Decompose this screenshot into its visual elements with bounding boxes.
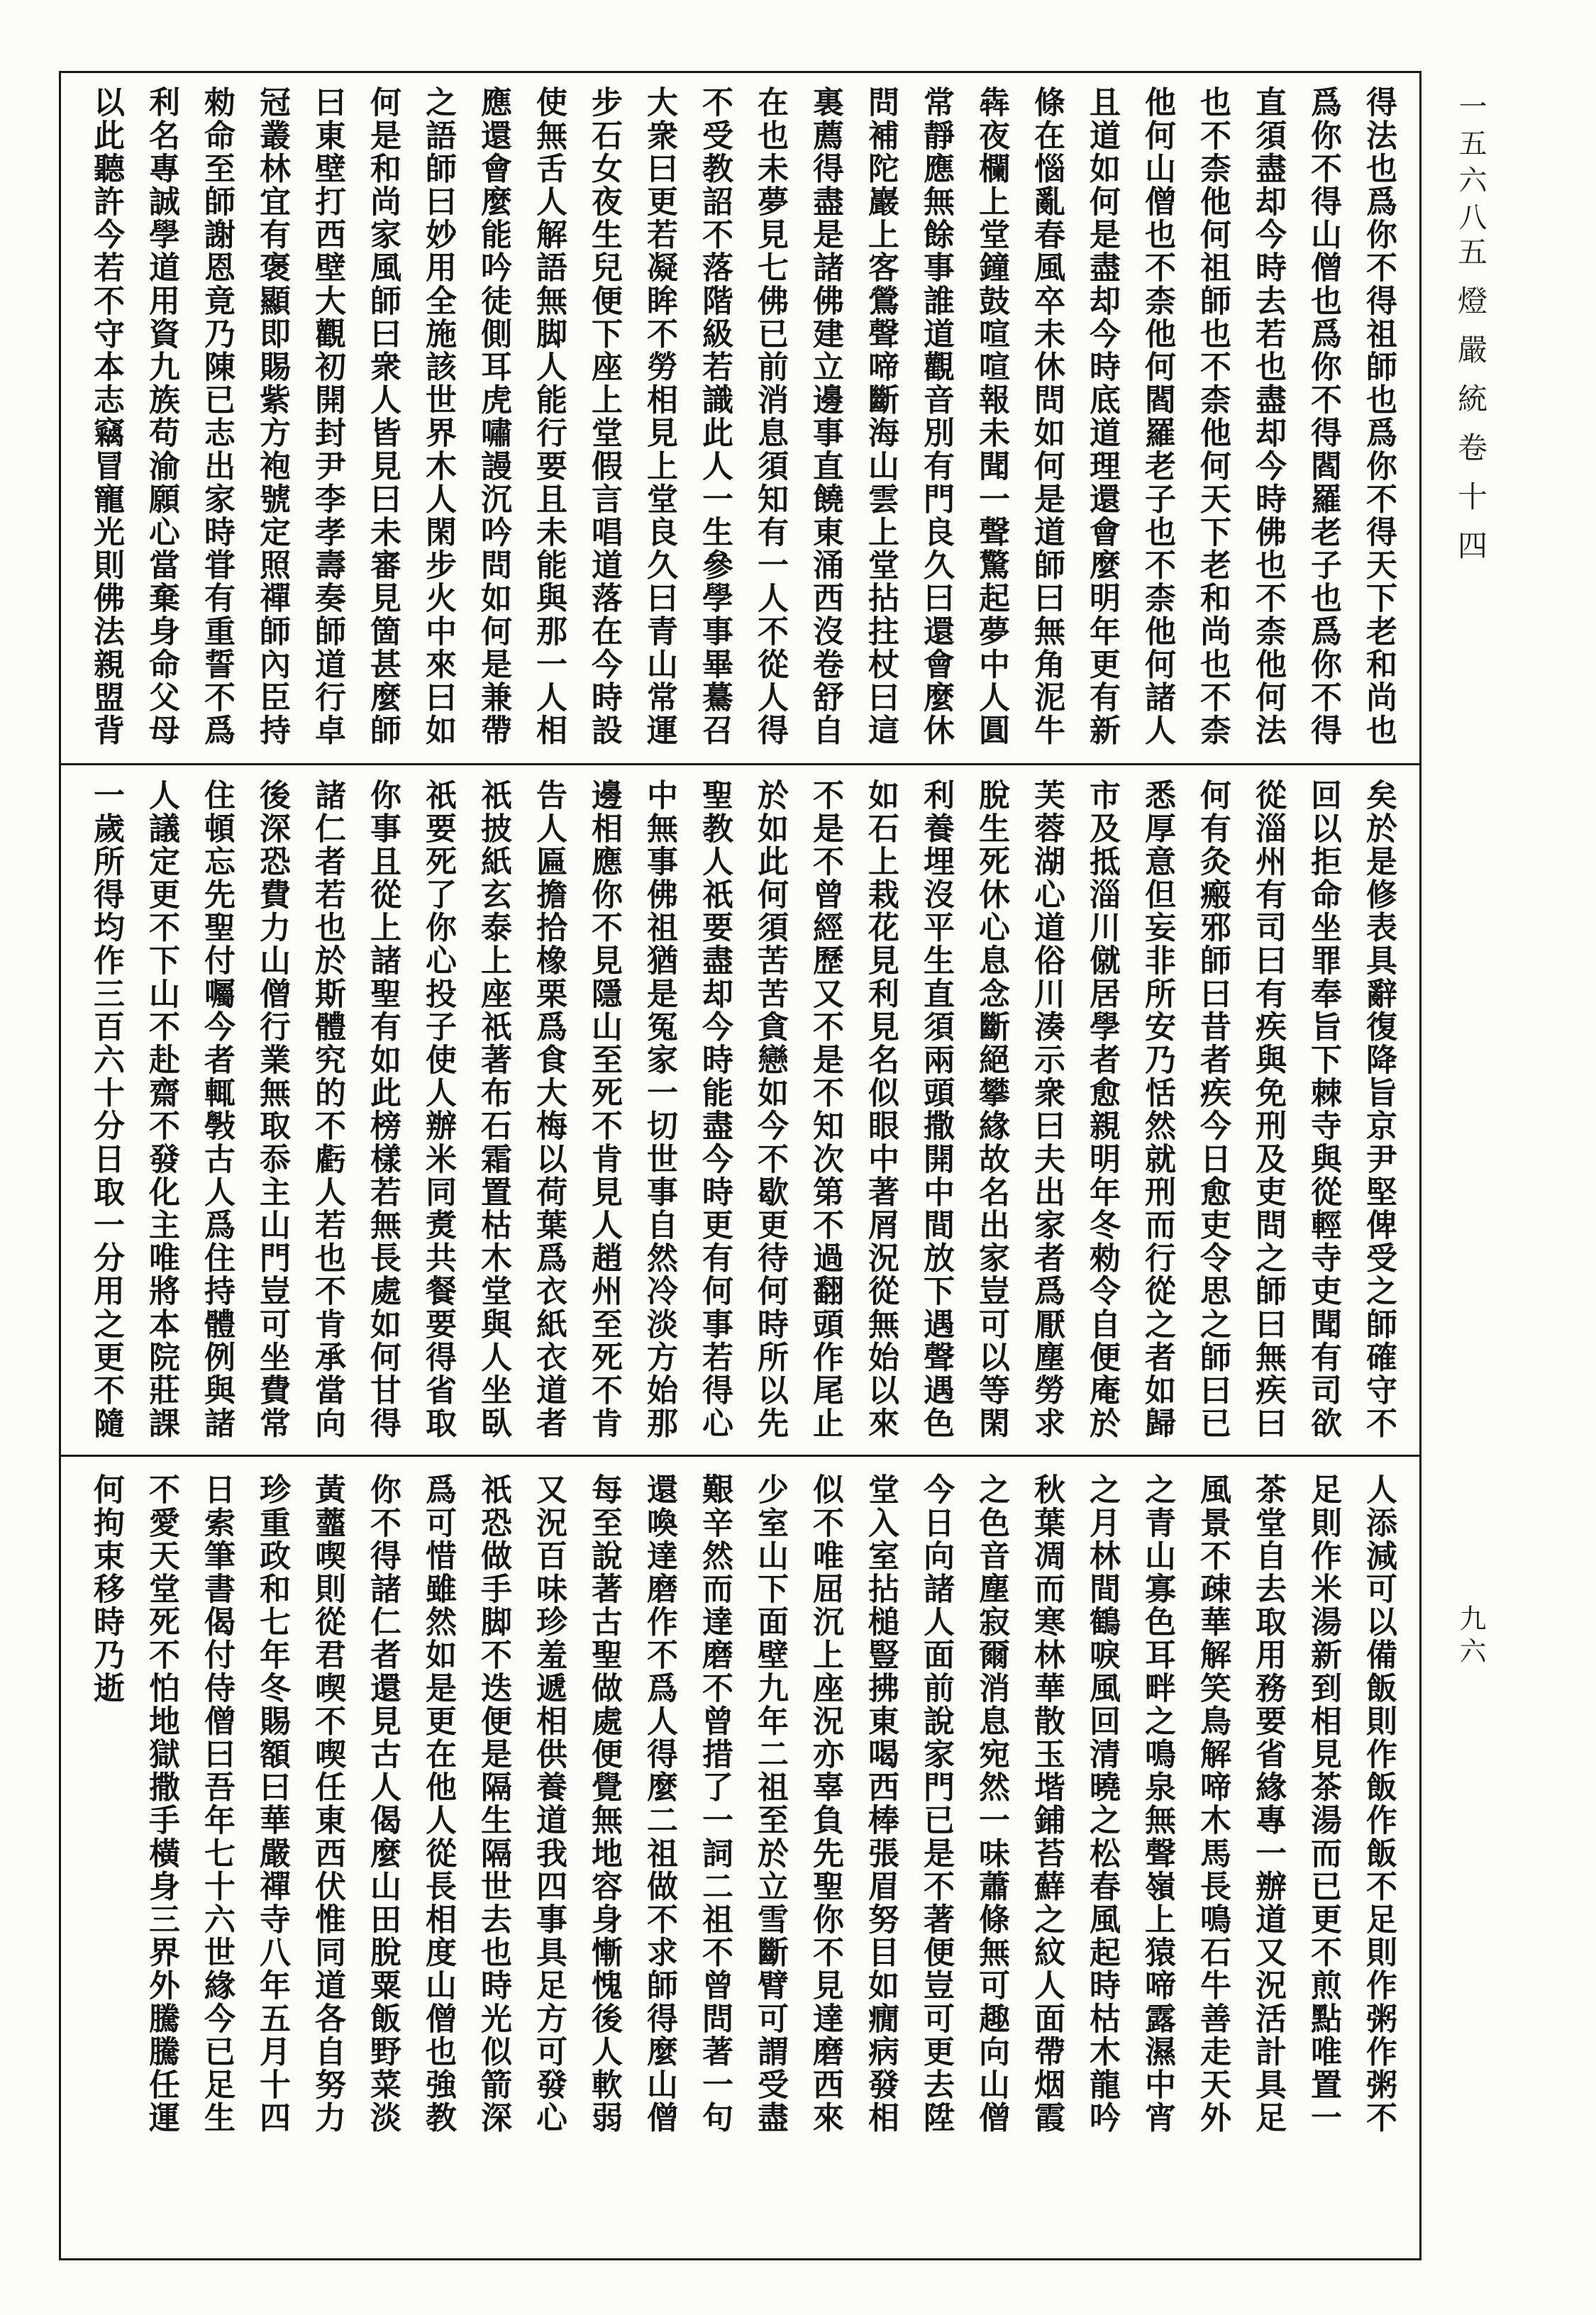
text-column: 在也未夢見七佛已前消息須知有一人不從人得 [752, 86, 788, 747]
text-column: 邊相應你不見隱山至死不肯見人趙州至死不肯 [586, 779, 622, 1440]
text-column: 爲可惜雖然如是更在他人從長相度山僧也強教 [420, 1473, 456, 2134]
text-column: 且道如何是盡却今時底道理還會麼明年更有新 [1084, 86, 1120, 747]
text-column: 秋葉凋而寒林華散玉堦鋪苔蘚之紋人面帶烟霞 [1029, 1473, 1065, 2134]
text-column: 利養埋沒平生直須兩頭撒開中間放下遇聲遇色 [918, 779, 954, 1440]
text-column: 利名專誠學道用資九族苟渝願心當棄身命父母 [143, 86, 179, 747]
text-column: 中無事佛祖猶是冤家一切世事自然冷淡方始那 [641, 779, 677, 1440]
register-bottom [78, 1473, 1406, 2136]
text-column: 得法也爲你不得祖師也爲你不得天下老和尚也 [1361, 86, 1397, 747]
text-column: 曰東壁打西壁大觀初開封尹李孝壽奏師道行卓 [309, 86, 345, 747]
text-column: 條在惱亂春風卒未休問如何是道師曰無角泥牛 [1029, 86, 1065, 747]
text-column: 脫生死休心息念斷絕攀緣故名出家豈可以等閑 [973, 779, 1009, 1440]
text-column: 住頓忘先聖付囑今者輒斅古人爲住持體例與諸 [199, 779, 235, 1440]
text-column: 祇披紙玄泰上座祇著布石霜置枯木堂與人坐臥 [475, 779, 511, 1440]
text-column: 大衆曰更若凝眸不勞相見上堂良久曰青山常運 [641, 86, 677, 747]
text-column: 常靜應無餘事誰道觀音別有門良久曰還會麼休 [918, 86, 954, 747]
text-column: 茶堂自去取用務要省緣專一辦道又況活計具足 [1250, 1473, 1286, 2134]
text-column: 祇要死了你心投子使人辦米同煑共餐要得省取 [420, 779, 456, 1440]
text-column: 不愛天堂死不怕地獄撒手橫身三界外騰騰任運 [143, 1473, 179, 2134]
text-column: 之月林間鶴唳風回清曉之松春風起時枯木龍吟 [1084, 1473, 1120, 2134]
text-column: 還喚達磨作不爲人得麼二祖做不求師得麼山僧 [641, 1473, 677, 2134]
text-column: 他何山僧也不柰他何閻羅老子也不柰他何諸人 [1139, 86, 1175, 747]
register-middle [78, 779, 1406, 1441]
text-column: 堂入室拈槌豎拂東喝西棒張眉努目如癇病發相 [863, 1473, 899, 2134]
text-column: 一歲所得均作三百六十分日取一分用之更不隨 [88, 779, 124, 1440]
text-column: 勑命至師謝恩竟乃陳已志出家時甞有重誓不爲 [199, 86, 235, 747]
text-column: 人議定更不下山不赴齋不發化主唯將本院莊課 [143, 779, 179, 1440]
text-column: 矣於是修表具辭復降旨京尹堅俾受之師確守不 [1361, 779, 1397, 1440]
text-column: 少室山下面壁九年二祖至於立雪斷臂可謂受盡 [752, 1473, 788, 2134]
text-column: 步石女夜生兒便下座上堂假言唱道落在今時設 [586, 86, 622, 747]
text-column: 祇恐做手脚不迭便是隔生隔世去也時光似箭深 [475, 1473, 511, 2134]
book-title: 五燈嚴統卷十四 [1453, 236, 1488, 579]
text-column: 冠叢林宜有褒顯即賜紫方袍號定照禪師內臣持 [254, 86, 290, 747]
text-column: 也不柰他何祖師也不柰他何天下老和尚也不柰 [1195, 86, 1231, 747]
text-column: 之語師曰妙用全施該世界木人閑步火中來曰如 [420, 86, 456, 747]
text-column: 何有灸瘢邪師曰昔者疾今日愈吏令思之師曰已 [1195, 779, 1231, 1440]
text-column: 爲你不得山僧也爲你不得閻羅老子也爲你不得 [1305, 86, 1341, 747]
text-column: 似不唯屈沉上座況亦辜負先聖你不見達磨西來 [807, 1473, 843, 2134]
text-column: 何拘束移時乃逝 [88, 1473, 124, 1705]
text-column: 市及抵淄川僦居學者愈親明年冬勑令自便庵於 [1084, 779, 1120, 1440]
text-column: 於如此何須苦苦貪戀如今不歇更待何時所以先 [752, 779, 788, 1440]
text-column: 從淄州有司曰有疾與免刑及吏問之師曰無疾曰 [1250, 779, 1286, 1440]
text-column: 犇夜欄上堂鐘鼓喧喧報未聞一聲驚起夢中人圓 [973, 86, 1009, 747]
text-column: 足則作米湯新到相見茶湯而已更不煎點唯置一 [1305, 1473, 1341, 2134]
text-column: 以此聽許今若不守本志竊冒寵光則佛法親盟背 [88, 86, 124, 747]
register-divider [59, 1455, 1422, 1457]
text-column: 裏薦得盡是諸佛建立邊事直饒東涌西沒卷舒自 [807, 86, 843, 747]
text-column: 你事且從上諸聖有如此榜樣若無長處如何甘得 [365, 779, 401, 1440]
text-column: 珍重政和七年冬賜額曰華嚴禪寺八年五月十四 [254, 1473, 290, 2134]
text-column: 黃虀喫則從君喫不喫任東西伏惟同道各自努力 [309, 1473, 345, 2134]
text-column: 應還會麼能吟徒側耳虎嘯謾沉吟問如何是兼帶 [475, 86, 511, 747]
register-top [78, 86, 1406, 748]
text-column: 之色音塵寂爾消息宛然一味蕭條無可趣向山僧 [973, 1473, 1009, 2134]
text-column: 諸仁者若也於斯體究的不虧人若也不肯承當向 [309, 779, 345, 1440]
text-column: 何是和尚家風師曰衆人皆見曰未審見箇甚麼師 [365, 86, 401, 747]
text-column: 不是不曾經歷又不是不知次第不過翻頭作尾止 [807, 779, 843, 1440]
text-column: 問補陀巖上客鶯聲啼斷海山雲上堂拈拄杖曰這 [863, 86, 899, 747]
text-column: 每至說著古聖做處便覺無地容身慚愧後人軟弱 [586, 1473, 622, 2134]
page-number: 一五六八 [1454, 91, 1487, 239]
text-column: 回以拒命坐罪奉旨下棘寺與從輕寺吏聞有司欲 [1305, 779, 1341, 1440]
text-column: 人添減可以備飯則作飯作飯不足則作粥作粥不 [1361, 1473, 1397, 2134]
text-column: 悉厚意但妄非所安乃恬然就刑而行從之者如歸 [1139, 779, 1175, 1440]
text-column: 之青山寡色耳畔之鳴泉無聲嶺上猿啼露濕中宵 [1139, 1473, 1175, 2134]
register-divider [59, 763, 1422, 765]
text-column: 聖教人祇要盡却今時能盡今時更有何事若得心 [697, 779, 733, 1440]
text-column: 使無舌人解語無脚人能行要且未能與那一人相 [531, 86, 567, 747]
text-column: 直須盡却今時去若也盡却今時佛也不柰他何法 [1250, 86, 1286, 747]
text-column: 後深恐費力山僧行業無取忝主山門豈可坐費常 [254, 779, 290, 1440]
folio-number: 九六 [1455, 1604, 1486, 1670]
text-column: 告人匾擔拾橡栗爲食大梅以荷葉爲衣紙衣道者 [531, 779, 567, 1440]
text-column: 不受教詔不落階級若識此人一生參學事畢驀召 [697, 86, 733, 747]
text-column: 你不得諸仁者還見古人偈麼山田脫粟飯野菜淡 [365, 1473, 401, 2134]
text-column: 如石上栽花見利見名似眼中著屑況從無始以來 [863, 779, 899, 1440]
text-column: 今日向諸人面前說家門已是不著便豈可更去陞 [918, 1473, 954, 2134]
text-column: 芙蓉湖心道俗川湊示衆曰夫出家者爲厭塵勞求 [1029, 779, 1065, 1440]
text-column: 又況百味珍羞遞相供養道我四事具足方可發心 [531, 1473, 567, 2134]
text-column: 日索筆書偈付侍僧曰吾年七十六世緣今已足生 [199, 1473, 235, 2134]
text-column: 風景不疎華解笑鳥解啼木馬長鳴石牛善走天外 [1195, 1473, 1231, 2134]
text-column: 艱辛然而達磨不曾措了一詞二祖不曾問著一句 [697, 1473, 733, 2134]
